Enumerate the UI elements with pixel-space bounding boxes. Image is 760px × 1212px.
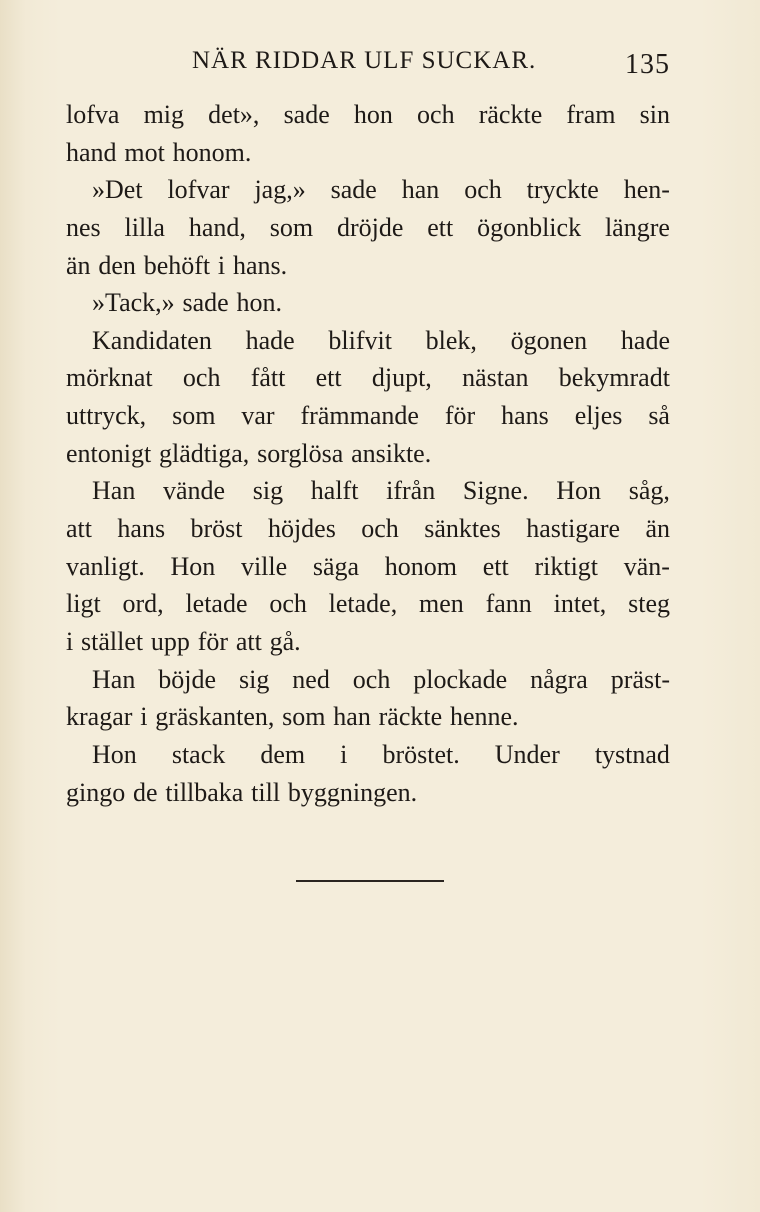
text-line: i stället upp för att gå.	[66, 626, 301, 656]
text-line: Hon stack dem i bröstet. Under tystnad	[92, 739, 670, 769]
text-line: entonigt glädtiga, sorglösa ansikte.	[66, 438, 432, 468]
text-line: vanligt. Hon ville säga honom ett riktigt vän-	[66, 551, 670, 581]
running-head	[0, 43, 760, 83]
text-line: ligt ord, letade och letade, men fann intet, steg	[66, 589, 670, 619]
text-line: lofva mig det», sade hon och räckte fram sin	[66, 100, 670, 129]
text-line: hand mot honom.	[66, 137, 252, 167]
text-line: Kandidaten hade blifvit blek, ögonen hade	[92, 325, 670, 355]
text-line: att hans bröst höjdes och sänktes hastigare än	[66, 514, 670, 544]
text-line: än den behöft i hans.	[66, 250, 288, 280]
text-line: mörknat och fått ett djupt, nästan bekymradt	[66, 363, 670, 393]
text-line: Han böjde sig ned och plockade några präst-	[92, 664, 670, 694]
text-line: uttryck, som var främmande för hans eljes så	[66, 401, 670, 431]
text-line: nes lilla hand, som dröjde ett ögonblick längre	[66, 212, 670, 242]
page-number: 135	[625, 49, 670, 80]
text-line: Han vände sig halft ifrån Signe. Hon såg,	[92, 476, 670, 506]
text-line: gingo de tillbaka till byggningen.	[66, 777, 418, 807]
body-text	[66, 96, 670, 811]
text-line: »Det lofvar jag,» sade han och tryckte hen-	[92, 175, 670, 205]
chapter-title: NÄR RIDDAR ULF SUCKAR.	[192, 47, 537, 74]
text-line: kragar i gräskanten, som han räckte henne.	[66, 702, 519, 732]
text-line: »Tack,» sade hon.	[92, 288, 282, 318]
section-end-rule	[296, 880, 444, 882]
